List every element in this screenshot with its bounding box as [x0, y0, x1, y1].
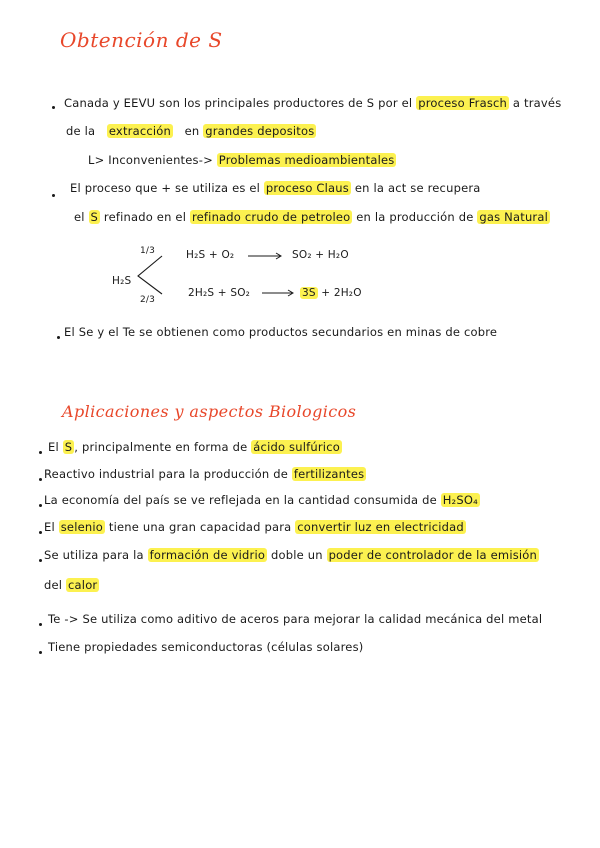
branch-lines [138, 256, 162, 294]
page-title: Obtención de S [60, 28, 223, 52]
bullet-dot [39, 478, 42, 481]
s1-b1-line1 [64, 98, 561, 110]
bullet-dot [39, 504, 42, 507]
bullet-dot [57, 336, 60, 339]
s1-b2-line2 [74, 212, 550, 224]
text-segment: del [44, 578, 63, 592]
arrow-2-head [288, 290, 293, 296]
text-segment: El proceso que + se utiliza es el [70, 181, 261, 195]
s2-item-7: Tiene propiedades semiconductoras (células solares) [48, 640, 364, 654]
highlight-h2so4: H₂SO₄ [442, 493, 478, 507]
text-segment: L> Inconvenientes-> [88, 153, 213, 167]
s1-b3: El Se y el Te se obtienen como productos secundarios en minas de cobre [64, 325, 498, 339]
s2-item-5-line2 [44, 580, 99, 592]
text-segment: El [48, 440, 59, 454]
highlight-problemas: Problemas medioambientales [218, 153, 395, 167]
bullet-dot [39, 623, 42, 626]
bullet-dot [39, 559, 42, 562]
text-segment: La economía del país se ve reflejada en la cantidad consumida de [44, 493, 437, 507]
text-segment: Canada y EEVU son los principales productores de S por el [64, 96, 413, 110]
fraction-bottom: 2/3 [140, 295, 156, 305]
text-segment: en la producción de [356, 210, 474, 224]
highlight-emision: poder de controlador de la emisión [328, 548, 538, 562]
text-segment: el [74, 210, 85, 224]
reactant-h2s: H₂S [112, 275, 132, 287]
highlight-depositos: grandes depositos [205, 124, 315, 138]
highlight-calor: calor [68, 578, 98, 592]
text-segment: doble un [270, 548, 323, 562]
highlight-luz: convertir luz en electricidad [297, 520, 464, 534]
text-segment: , principalmente en forma de [74, 440, 248, 454]
highlight-vidrio: formación de vidrio [149, 548, 266, 562]
s2-item-2 [44, 469, 366, 481]
s1-b1-line2 [66, 126, 316, 138]
eq2-right [300, 288, 362, 299]
text-segment: El [44, 520, 55, 534]
highlight-extraccion: extracción [108, 124, 171, 138]
highlight-3s: 3S [302, 287, 316, 299]
s2-item-1 [48, 442, 342, 454]
highlight-fertilizantes: fertilizantes [293, 467, 365, 481]
fraction-top: 1/3 [140, 246, 156, 256]
s2-item-5-line1 [44, 550, 539, 562]
bullet-dot [39, 531, 42, 534]
bullet-dot [52, 106, 55, 109]
text-segment: + 2H₂O [321, 287, 362, 299]
section-heading: Aplicaciones y aspectos Biologicos [62, 402, 357, 421]
arrow-1-head [276, 253, 281, 259]
s1-b1-line3 [88, 155, 396, 167]
bullet-dot [52, 194, 55, 197]
bullet-dot [39, 451, 42, 454]
highlight-selenio: selenio [60, 520, 103, 534]
highlight-s: S [90, 210, 99, 224]
text-segment: en la act se recupera [354, 181, 481, 195]
text-segment: Reactivo industrial para la producción de [44, 467, 288, 481]
text-segment: Se utiliza para la [44, 548, 144, 562]
eq1-left: H₂S + O₂ [186, 249, 235, 261]
highlight-gas: gas Natural [479, 210, 549, 224]
highlight-frasch: proceso Frasch [418, 96, 508, 110]
highlight-petroleo: refinado crudo de petroleo [191, 210, 351, 224]
highlight-s: S [64, 440, 73, 454]
highlight-acido: ácido sulfúrico [253, 440, 340, 454]
text-segment: en [184, 124, 200, 138]
bullet-dot [39, 651, 42, 654]
s1-b2-line1 [70, 183, 481, 195]
text-segment: a través [512, 96, 562, 110]
s2-item-6: Te -> Se utiliza como aditivo de aceros para mejorar la calidad mecánica del metal [48, 612, 543, 626]
s2-item-3 [44, 495, 480, 507]
eq1-right: SO₂ + H₂O [292, 249, 349, 261]
eq2-left: 2H₂S + SO₂ [188, 287, 251, 299]
text-segment: refinado en el [103, 210, 187, 224]
highlight-claus: proceso Claus [265, 181, 349, 195]
s2-item-4 [44, 522, 466, 534]
text-segment: de la [66, 124, 96, 138]
text-segment: tiene una gran capacidad para [108, 520, 292, 534]
